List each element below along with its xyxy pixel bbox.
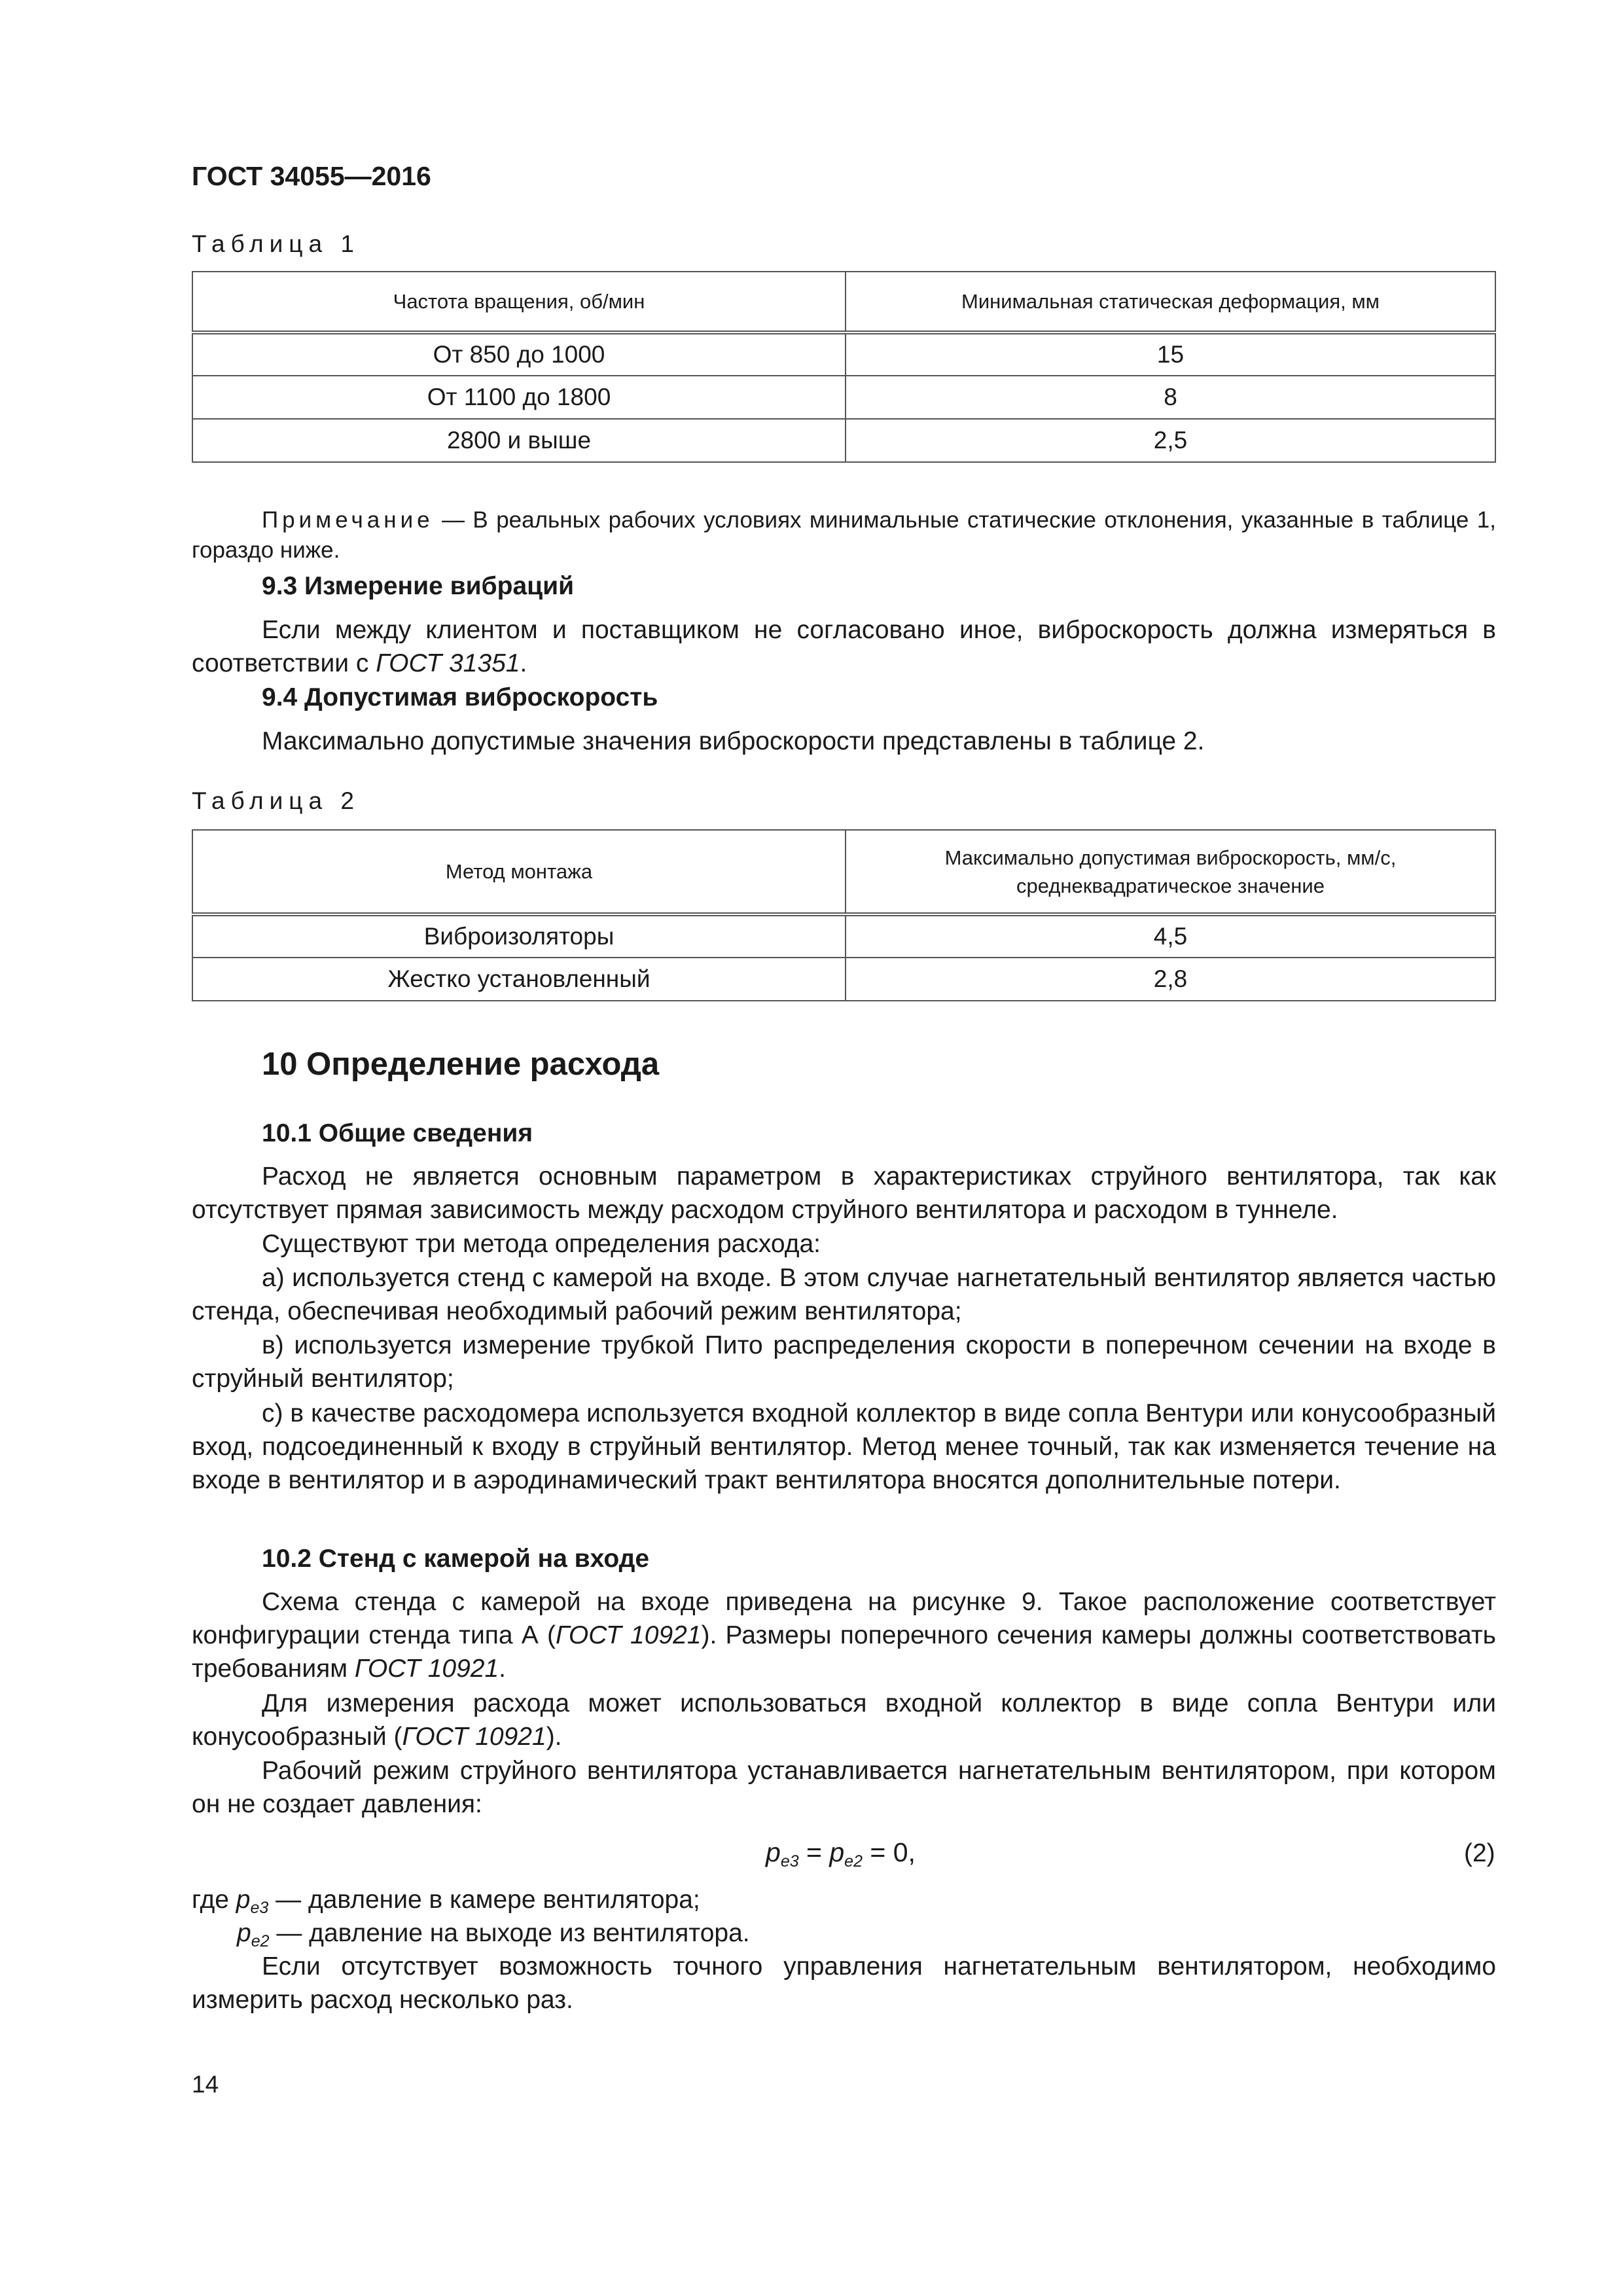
table2-header-col2-line2: среднеквадратическое значение (1016, 874, 1325, 897)
paragraph-text: ). Размеры поперечного сечения камеры должны соответствовать требованиям (192, 1621, 1497, 1683)
table-row (192, 332, 1495, 376)
formula-symbol: p (829, 1837, 845, 1867)
formula-subscript: e2 (844, 1852, 863, 1871)
table-row (192, 958, 1495, 1001)
section-9-4-heading: 9.4 Допустимая виброскорость (262, 683, 658, 711)
table-row (192, 376, 1495, 419)
table1 (192, 271, 1496, 463)
section-10-1-paragraph: Существуют три метода определения расхода: (262, 1230, 821, 1258)
table1-cell: 2,5 (846, 419, 1495, 462)
section-9-4-paragraph: Максимально допустимые значения виброскорости представлены в таблице 2. (262, 727, 1205, 755)
formula-subscript: e2 (251, 1932, 270, 1950)
formula-number: (2) (1464, 1839, 1495, 1867)
table-row (192, 419, 1495, 462)
list-item: а) используется стенд с камерой на входе. В этом случае нагнетательный вентилятор является частью стенда, обеспечивая необходимый рабочий режим вентилятора; (192, 1264, 1496, 1325)
paragraph-text: . (499, 1655, 506, 1683)
formula-operator: = (798, 1837, 830, 1867)
where-text: — давление на выходе из вентилятора. (269, 1919, 750, 1947)
document-header: ГОСТ 34055—2016 (192, 161, 431, 191)
table-row (192, 914, 1495, 958)
formula-rhs: = 0, (862, 1837, 916, 1867)
section-9-3-heading: 9.3 Измерение вибраций (262, 572, 575, 600)
section-10-heading: 10 Определение расхода (262, 1047, 660, 1082)
table1-caption: Таблица 1 (192, 230, 360, 257)
formula-2 (766, 1837, 916, 1871)
where-text: — давление в камере вентилятора; (268, 1886, 700, 1914)
paragraph-text: Схема стенда с камерой на входе приведена на рисунке 9. Такое расположение соответствует конфигурации стенда типа А ( (192, 1588, 1496, 1649)
section-10-1-paragraph: Расход не является основным параметром в характеристиках струйного вентилятора, так как отсутствует прямая зависимость между расходом струйного вентилятора и расходом в туннеле. (192, 1162, 1496, 1224)
section-10-2-paragraph: Рабочий режим струйного вентилятора устанавливается нагнетательным вентилятором, при котором он не создает давления: (192, 1757, 1496, 1818)
gost-reference: ГОСТ 10921 (555, 1621, 702, 1649)
table1-cell: От 1100 до 1800 (192, 376, 846, 419)
formula-subscript: e3 (780, 1852, 799, 1871)
paragraph-text: ). (546, 1723, 562, 1751)
paragraph-text: . (520, 649, 527, 677)
section-10-2-paragraph: Если отсутствует возможность точного управления нагнетательным вентилятором, необходимо измерить расход несколько раз. (192, 1952, 1496, 2014)
gost-reference: ГОСТ 31351 (376, 649, 520, 677)
formula-symbol: p (766, 1837, 781, 1867)
section-9-3-paragraph (192, 613, 1496, 680)
note-text: — В реальных рабочих условиях минимальные статические отклонения, указанные в таблице 1, гораздо ниже. (192, 507, 1496, 563)
section-10-2-heading: 10.2 Стенд с камерой на входе (262, 1545, 650, 1573)
note-label: Примечание (262, 507, 434, 533)
section-10-1-heading: 10.1 Общие сведения (262, 1119, 533, 1147)
section-10-2-paragraph (192, 1687, 1496, 1753)
table2-cell: 4,5 (846, 914, 1495, 958)
list-item: в) используется измерение трубкой Пито распределения скорости в поперечном сечении на входе в струйный вентилятор; (192, 1331, 1496, 1393)
table2-header-col1: Метод монтажа (192, 830, 846, 914)
formula-symbol: p (237, 1919, 251, 1947)
table1-cell: 8 (846, 376, 1495, 419)
table2-header-col2 (846, 830, 1495, 914)
section-10-2-paragraph (192, 1585, 1496, 1685)
where-prefix: где (192, 1886, 236, 1914)
table1-cell: 15 (846, 332, 1495, 376)
table1-header-col1: Частота вращения, об/мин (192, 272, 846, 332)
gost-reference: ГОСТ 10921 (402, 1723, 546, 1751)
table2-cell: Виброизоляторы (192, 914, 846, 958)
table2-cell: Жестко установленный (192, 958, 846, 1001)
table1-cell: От 850 до 1000 (192, 332, 846, 376)
table2 (192, 829, 1496, 1001)
page-number: 14 (192, 2071, 219, 2098)
list-item: с) в качестве расходомера используется входной коллектор в виде сопла Вентури или конусообразный вход, подсоединенный к входу в струйный вентилятор. Метод менее точный, так как изменяется течение на входе в вентилятор и в аэродинамический тракт вентилятора вносятся дополнительные потери. (192, 1399, 1496, 1494)
table1-note (192, 505, 1496, 565)
table1-header-col2: Минимальная статическая деформация, мм (846, 272, 1495, 332)
formula-subscript: e3 (250, 1899, 269, 1917)
gost-reference: ГОСТ 10921 (354, 1655, 499, 1683)
paragraph-text: Если между клиентом и поставщиком не согласовано иное, виброскорость должна измеряться в соответствии с (192, 616, 1496, 677)
table2-caption: Таблица 2 (192, 787, 360, 814)
paragraph-text: Для измерения расхода может использоваться входной коллектор в виде сопла Вентури или конусообразный ( (192, 1689, 1496, 1751)
formula-symbol: p (236, 1886, 251, 1914)
table1-cell: 2800 и выше (192, 419, 846, 462)
table2-header-col2-line1: Максимально допустимая виброскорость, мм/с, (944, 846, 1397, 869)
table2-cell: 2,8 (846, 958, 1495, 1001)
